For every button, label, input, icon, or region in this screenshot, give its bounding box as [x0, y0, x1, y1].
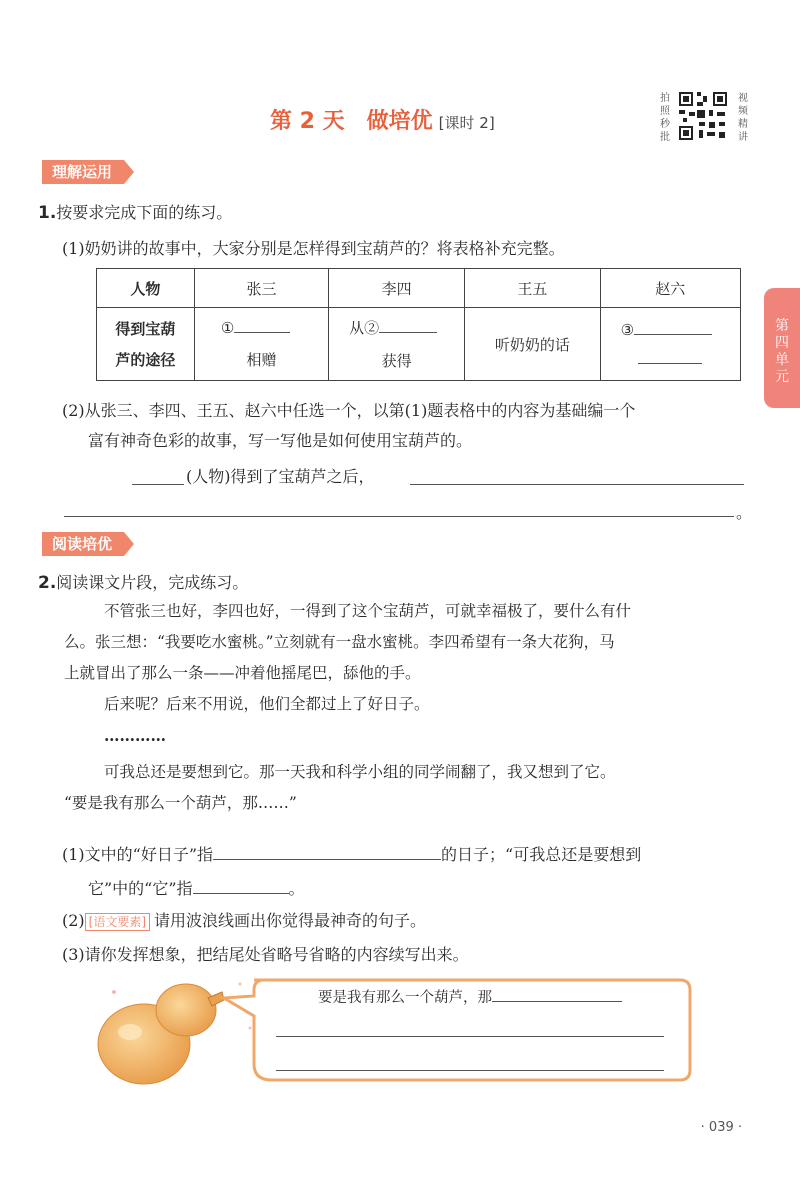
question-1-part-1: (1)奶奶讲的故事中，大家分别是怎样得到宝葫芦的？将表格补充完整。 [62, 239, 565, 258]
bubble-writing-line-2[interactable] [276, 1036, 664, 1037]
blank-3a[interactable] [634, 320, 712, 335]
question-2-stem: 2.阅读课文片段，完成练习。 [38, 573, 249, 593]
table-cell-zhangsan: ① 相赠 [194, 308, 328, 381]
table-header-cell: 赵六 [600, 269, 740, 308]
passage-line: 不管张三也好，李四也好，一得到了这个宝葫芦，可就幸福极了，要什么有什 [104, 602, 632, 620]
end-period: 。 [736, 503, 753, 522]
question-1-stem: 1.按要求完成下面的练习。 [38, 203, 233, 223]
passage-line: “要是我有那么一个葫芦，那……” [64, 794, 297, 812]
qr-right-label: 视频精讲 [738, 93, 748, 143]
blank-person[interactable] [132, 466, 184, 485]
passage-line: 可我总还是要想到它。那一天我和科学小组的同学闹翻了，我又想到了它。 [104, 763, 616, 781]
question-2-sub-3: (3)请你发挥想象，把结尾处省略号省略的内容续写出来。 [62, 945, 469, 964]
language-element-tag: [语文要素] [85, 913, 150, 931]
writing-line-1[interactable] [410, 484, 744, 485]
question-1-part-2-line-1: (2)从张三、李四、王五、赵六中任选一个，以第(1)题表格中的内容为基础编一个 [62, 401, 636, 420]
question-2-sub-1-cont: 它”中的“它”指 。 [88, 879, 305, 898]
blank-good-days[interactable] [213, 845, 441, 860]
reading-passage [64, 596, 754, 819]
passage-ellipsis: ………… [104, 726, 166, 745]
table-row-label: 得到宝葫 芦的途径 [97, 308, 195, 381]
blank-1[interactable] [234, 318, 290, 333]
table-cell-lisi: 从② 获得 [329, 308, 465, 381]
unit-side-tab: 第四单元 [764, 288, 800, 408]
day-label: 第 2 天 [270, 109, 345, 134]
blank-2[interactable] [379, 318, 437, 333]
fill-sentence: (人物)得到了宝葫芦之后， [186, 467, 375, 486]
blank-3b[interactable] [638, 349, 702, 364]
qr-code-icon[interactable] [677, 90, 729, 142]
section-tag-reading: 阅读培优 [42, 532, 124, 556]
bubble-writing-line-3[interactable] [276, 1070, 664, 1071]
passage-line: 后来呢？后来不用说，他们全都过上了好日子。 [104, 695, 430, 713]
question-2-sub-1: (1)文中的“好日子”指 的日子；“可我总还是要想到 [62, 845, 642, 864]
qr-left-label: 拍照秒批 [660, 93, 670, 143]
qr-block [655, 90, 755, 146]
title-text: 做培优 [366, 109, 433, 134]
page-number: · 039 · [700, 1120, 742, 1135]
bubble-prompt: 要是我有那么一个葫芦，那 [318, 986, 622, 1007]
blank-it[interactable] [193, 879, 289, 894]
question-1-part-2-line-2: 富有神奇色彩的故事，写一写他是如何使用宝葫芦的。 [88, 431, 473, 450]
table-cell-wangwu: 听奶奶的话 [465, 308, 600, 381]
table-header-cell: 王五 [465, 269, 600, 308]
passage-line: 上就冒出了那么一条——冲着他摇尾巴，舔他的手。 [64, 664, 421, 682]
passage-line: 么。张三想：“我要吃水蜜桃。”立刻就有一盘水蜜桃。李四希望有一条大花狗，马 [64, 633, 615, 651]
section-tag-understand: 理解运用 [42, 160, 124, 184]
page-title [270, 104, 495, 135]
answer-table [96, 268, 741, 381]
writing-line-2[interactable] [64, 516, 734, 517]
lesson-label: [课时 2] [438, 114, 495, 132]
table-header-cell: 李四 [329, 269, 465, 308]
question-2-sub-2: (2) [语文要素] 请用波浪线画出你觉得最神奇的句子。 [62, 911, 427, 930]
table-header-cell: 张三 [194, 269, 328, 308]
table-header-cell: 人物 [97, 269, 195, 308]
bubble-blank-1[interactable] [492, 987, 622, 1002]
table-cell-zhaoliu: ③ [600, 308, 740, 381]
